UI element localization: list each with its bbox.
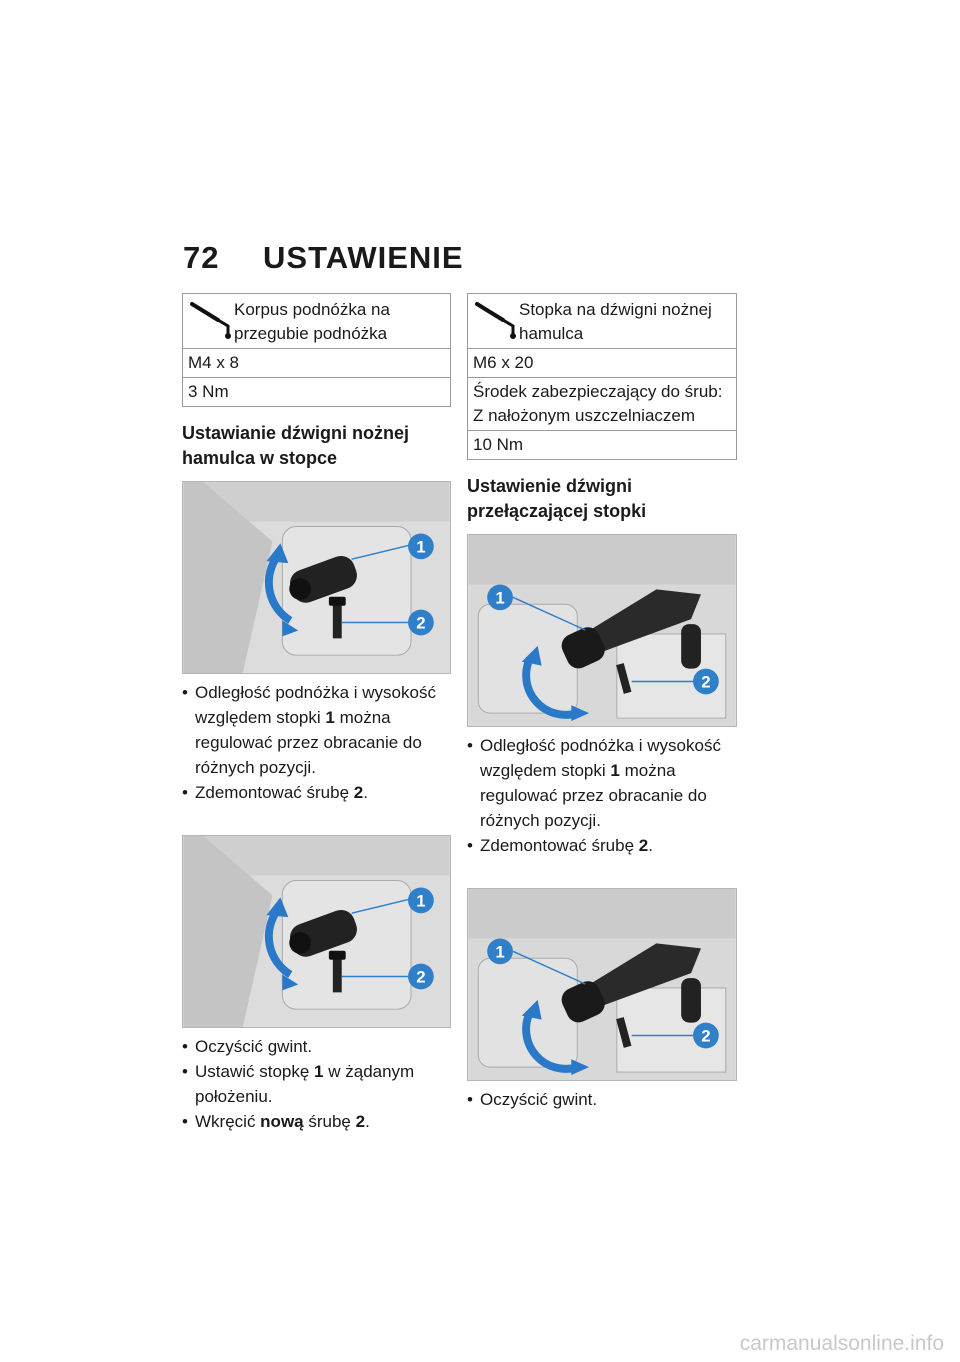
list-item: • Odległość podnóżka i wysokość względem stopki 1 można regulować przez obracanie do różnych pozycji. xyxy=(467,733,737,833)
list-item: • Odległość podnóżka i wysokość względem stopki 1 można regulować przez obracanie do różnych pozycji. xyxy=(182,680,451,780)
torque-spec-table-right xyxy=(467,293,737,460)
shift-lever-figure-1 xyxy=(467,534,737,727)
page-number: 72 xyxy=(183,240,220,275)
list-item: • Wkręcić nową śrubę 2. xyxy=(182,1109,451,1134)
spec-size: M4 x 8 xyxy=(183,349,451,378)
page-title: USTAWIENIE xyxy=(263,240,464,275)
step-list-4 xyxy=(467,1087,737,1112)
callout-2 xyxy=(693,669,719,695)
svg-text:2: 2 xyxy=(701,1026,711,1046)
page-header xyxy=(183,240,464,276)
spec-torque: 10 Nm xyxy=(468,431,737,460)
list-item: • Oczyścić gwint. xyxy=(182,1034,451,1059)
section-heading-brake: Ustawianie dźwigni nożnej hamulca w stopce xyxy=(182,423,410,468)
spec-description: Korpus podnóżka na przegubie podnóżka xyxy=(234,300,390,343)
svg-text:1: 1 xyxy=(416,537,426,557)
callout-1 xyxy=(408,533,434,559)
step-list-2 xyxy=(182,1034,451,1134)
callout-1 xyxy=(487,584,513,610)
right-column xyxy=(467,293,737,1112)
spec-size: M6 x 20 xyxy=(468,349,737,378)
brake-lever-figure-2 xyxy=(182,835,451,1028)
torque-spec-table-left xyxy=(182,293,451,407)
callout-2 xyxy=(408,964,434,990)
spec-description: Stopka na dźwigni nożnej hamulca xyxy=(519,300,712,343)
callout-1 xyxy=(408,887,434,913)
svg-text:2: 2 xyxy=(701,672,711,692)
spec-torque: 3 Nm xyxy=(183,378,451,407)
watermark: carmanualsonline.info xyxy=(739,1332,944,1355)
spec-note: Środek zabezpieczający do śrub: Z nałożonym uszczelniaczem xyxy=(468,378,737,431)
left-column xyxy=(182,293,451,1134)
spec-description-cell xyxy=(468,294,737,349)
svg-text:1: 1 xyxy=(416,891,426,911)
list-item: • Zdemontować śrubę 2. xyxy=(467,833,737,858)
svg-text:2: 2 xyxy=(416,613,426,633)
svg-text:2: 2 xyxy=(416,967,426,987)
shift-lever-figure-2 xyxy=(467,888,737,1081)
svg-text:1: 1 xyxy=(495,588,505,608)
list-item: • Zdemontować śrubę 2. xyxy=(182,780,451,805)
brake-lever-figure-1 xyxy=(182,481,451,674)
spec-description-cell xyxy=(183,294,451,349)
step-list-3 xyxy=(467,733,737,858)
list-item: • Ustawić stopkę 1 w żądanym położeniu. xyxy=(182,1059,451,1109)
torque-wrench-icon xyxy=(473,296,519,342)
list-item: • Oczyścić gwint. xyxy=(467,1087,737,1112)
screw-2 xyxy=(333,957,342,993)
callout-1 xyxy=(487,938,513,964)
step-list-1 xyxy=(182,680,451,805)
screw-2 xyxy=(333,603,342,639)
svg-text:1: 1 xyxy=(495,942,505,962)
torque-wrench-icon xyxy=(188,296,234,342)
callout-2 xyxy=(408,610,434,636)
section-heading-shift: Ustawienie dźwigni przełączającej stopki xyxy=(467,476,647,521)
callout-2 xyxy=(693,1023,719,1049)
